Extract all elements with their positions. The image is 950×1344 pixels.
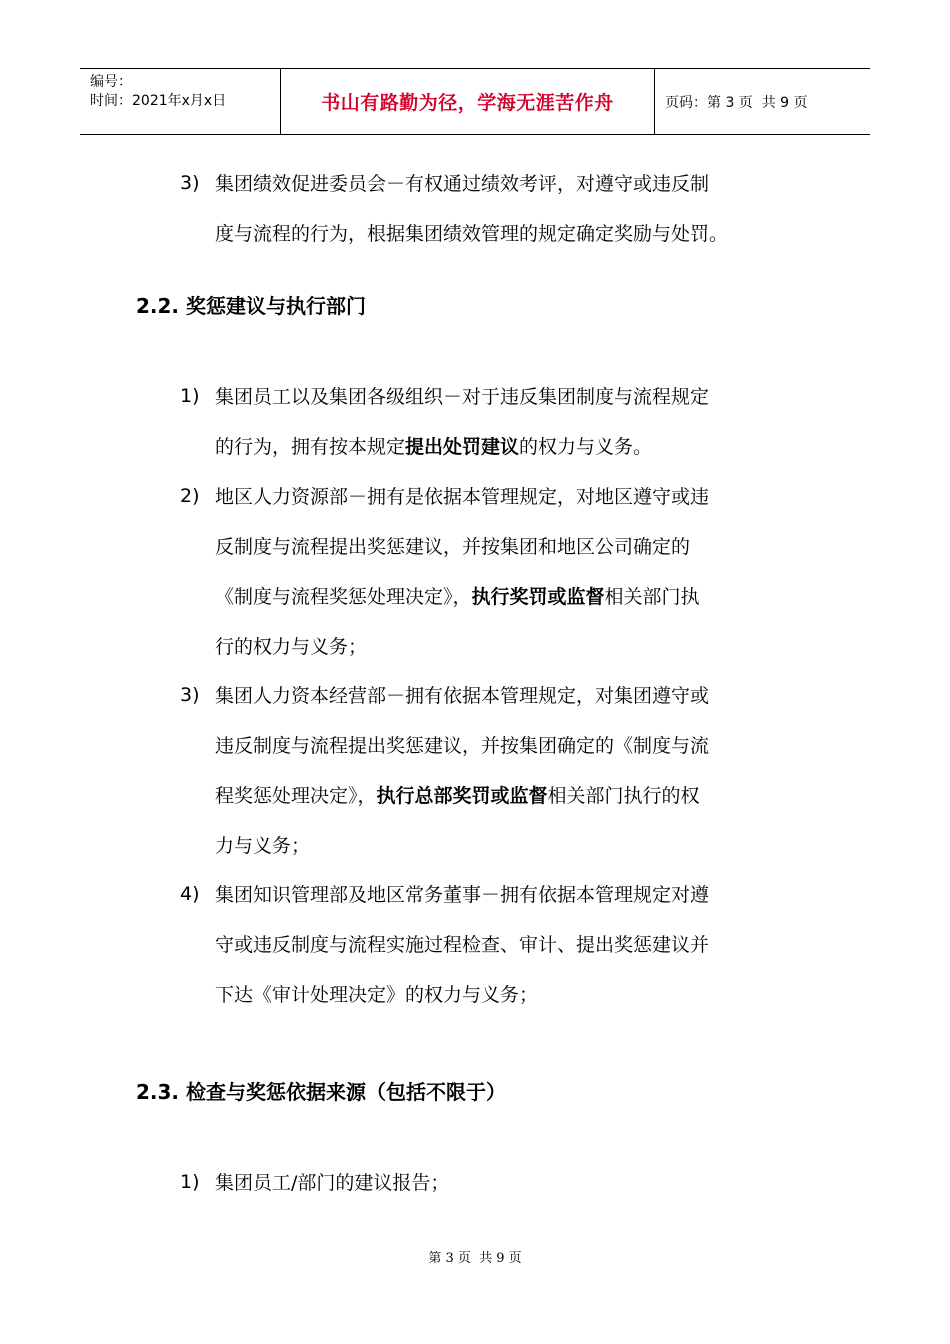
list-item-number: 3) [180, 684, 200, 706]
list-item-number: 3) [180, 172, 200, 194]
list-item-number: 4) [180, 883, 200, 905]
list-item-text [215, 585, 815, 635]
list-item-text: 地区人力资源部－拥有是依据本管理规定，对地区遵守或违 [215, 486, 710, 508]
list-item-number: 2) [180, 485, 200, 507]
list-item-number: 1) [180, 385, 200, 407]
list-item-text [215, 784, 815, 834]
section-heading: 2.2. 奖惩建议与执行部门 [136, 294, 366, 318]
emphasis-text: 执行奖罚或监督 [471, 586, 605, 608]
text-run: 的权力与义务。 [519, 436, 653, 458]
text-run: 相关部门执行的权 [547, 785, 700, 807]
list-item-text: 集团员工以及集团各级组织－对于违反集团制度与流程规定 [215, 386, 710, 408]
list-item-text: 反制度与流程提出奖惩建议，并按集团和地区公司确定的 [215, 536, 691, 558]
emphasis-text: 提出处罚建议 [405, 436, 520, 458]
list-item-text: 行的权力与义务； [215, 636, 368, 658]
doc-code-label: 编号： [90, 74, 132, 90]
page-header [80, 68, 870, 135]
page-footer: 第 3 页 共 9 页 [428, 1251, 522, 1266]
list-item-text: 守或违反制度与流程实施过程检查、审计、提出奖惩建议并 [215, 934, 710, 956]
list-item-text: 集团知识管理部及地区常务董事－拥有依据本管理规定对遵 [215, 884, 710, 906]
doc-time-label: 时间：2021年x月x日 [90, 93, 227, 109]
emphasis-text: 执行总部奖罚或监督 [376, 785, 548, 807]
list-item-text: 集团员工/部门的建议报告； [215, 1172, 450, 1194]
text-run: 《制度与流程奖惩处理决定》， [215, 586, 472, 608]
header-page-info-cell [655, 69, 870, 134]
list-item-text: 下达《审计处理决定》的权力与义务； [215, 984, 539, 1006]
section-heading: 2.3. 检查与奖惩依据来源（包括不限于） [136, 1080, 506, 1104]
list-item-text [215, 435, 815, 485]
text-run: 程奖惩处理决定》， [215, 785, 377, 807]
text-run: 的行为，拥有按本规定 [215, 436, 406, 458]
list-item-text: 违反制度与流程提出奖惩建议，并按集团确定的《制度与流 [215, 735, 710, 757]
list-item-text: 集团人力资本经营部－拥有依据本管理规定，对集团遵守或 [215, 685, 710, 707]
list-item-text: 集团绩效促进委员会－有权通过绩效考评，对遵守或违反制 [215, 173, 710, 195]
text-run: 相关部门执 [604, 586, 700, 608]
list-item-text: 力与义务； [215, 835, 311, 857]
header-motto: 书山有路勤为径，学海无涯苦作舟 [281, 69, 655, 134]
header-meta-cell [80, 69, 281, 134]
header-page-info: 页码：第 3 页 共 9 页 [665, 94, 808, 111]
list-item-text: 度与流程的行为，根据集团绩效管理的规定确定奖励与处罚。 [215, 223, 729, 245]
list-item-number: 1) [180, 1171, 200, 1193]
